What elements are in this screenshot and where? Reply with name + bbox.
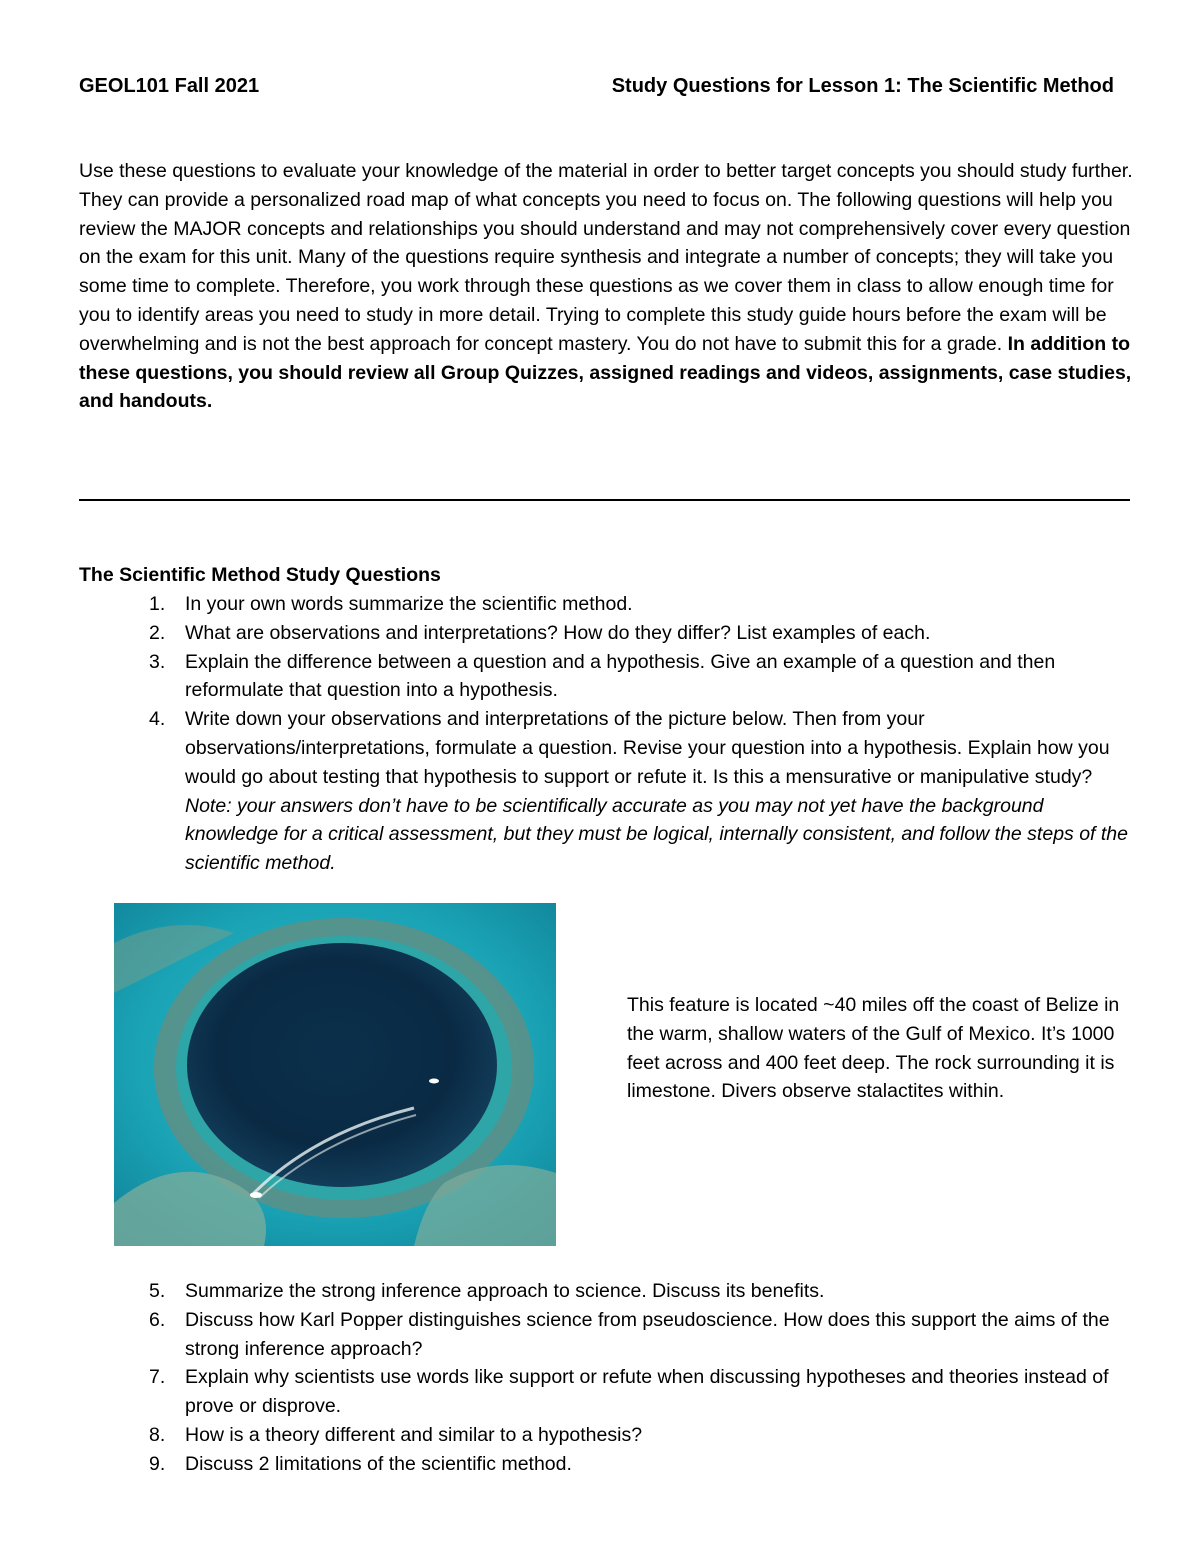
question-list-part1 (79, 590, 1141, 878)
question-list-part2 (79, 1277, 1141, 1479)
question-number: 6. (149, 1308, 166, 1331)
horizontal-divider (79, 499, 1130, 501)
question-text: Explain why scientists use words like support or refute when discussing hypotheses and theories instead of prove or disprove. (185, 1366, 1109, 1418)
course-header: GEOL101 Fall 2021 (79, 75, 260, 97)
lesson-title-header: Study Questions for Lesson 1: The Scientific Method (611, 75, 1114, 97)
boat (250, 1192, 262, 1198)
question-text: Write down your observations and interpretations of the picture below. Then from your observations/interpretations, formulate a question. Revise your question into a hypothesis. Explain how you would go about testing that hypothesis to support or refute it. Is this a mensurative or manipulative study? (185, 708, 1110, 788)
blue-hole-illustration (114, 903, 556, 1246)
question-text: Discuss 2 limitations of the scientific method. (185, 1452, 572, 1475)
blue-hole (187, 943, 497, 1187)
question-item (79, 1306, 1141, 1364)
section-title: The Scientific Method Study Questions (79, 564, 441, 586)
question-number: 7. (149, 1366, 166, 1389)
question-text: Explain the difference between a question and a hypothesis. Give an example of a question and then reformulate that question into a hypothesis. (185, 650, 1056, 702)
question-item (79, 1277, 1141, 1306)
question-item (79, 619, 1141, 648)
question-item (79, 705, 1141, 878)
question-item (79, 590, 1141, 619)
question-text: Discuss how Karl Popper distinguishes science from pseudoscience. How does this support the aims of the strong inference approach? (185, 1308, 1110, 1360)
question-text: What are observations and interpretations? How do they differ? List examples of each. (185, 621, 931, 644)
question-text: How is a theory different and similar to a hypothesis? (185, 1423, 643, 1446)
question-item (79, 1363, 1141, 1421)
question-item (79, 1421, 1141, 1450)
question-number: 2. (149, 621, 166, 644)
question-number: 5. (149, 1280, 166, 1302)
intro-paragraph (79, 157, 1139, 416)
photo-caption: This feature is located ~40 miles off the coast of Belize in the warm, shallow waters of the Gulf of Mexico. It’s 1000 feet across and 400 feet deep. The rock surrounding it is limestone. Divers observe stalactites within. (627, 994, 1120, 1103)
intro-text: Use these questions to evaluate your knowledge of the material in order to better target concepts you should study further. They can provide a personalized road map of what concepts you need to focus on. The following questions will help you review the MAJOR concepts and relationships you should understand and may not comprehensively cover every question on the exam for this unit. Many of the questions require synthesis and integrate a number of concepts; they will take you some time to complete. Therefore, you work through these questions as we cover them in class to allow enough time for you to identify areas you need to study in more detail. Trying to complete this study guide hours before the exam will be overwhelming and is not the best approach for concept mastery. You do not have to submit this for a grade. (79, 160, 1133, 355)
question-number: 3. (149, 650, 166, 673)
boat-small (429, 1079, 439, 1084)
question-text: In your own words summarize the scientific method. (185, 593, 633, 615)
question-note: Note: your answers don’t have to be scientifically accurate as you may not yet have the background knowledge for a critical assessment, but they must be logical, internally consistent, and follow the steps of the scientific method. (185, 794, 1128, 875)
question-item (79, 1450, 1141, 1479)
question-number: 1. (149, 593, 166, 615)
question-number: 4. (149, 708, 166, 731)
question-number: 8. (149, 1423, 166, 1446)
blue-hole-aerial-photo (114, 903, 556, 1246)
question-number: 9. (149, 1452, 166, 1475)
intro-bold-text: In addition to these questions, you should review all Group Quizzes, assigned readings and videos, assignments, case studies, and handouts. (79, 332, 1132, 413)
question-item (79, 648, 1141, 706)
question-text: Summarize the strong inference approach to science. Discuss its benefits. (185, 1280, 825, 1302)
